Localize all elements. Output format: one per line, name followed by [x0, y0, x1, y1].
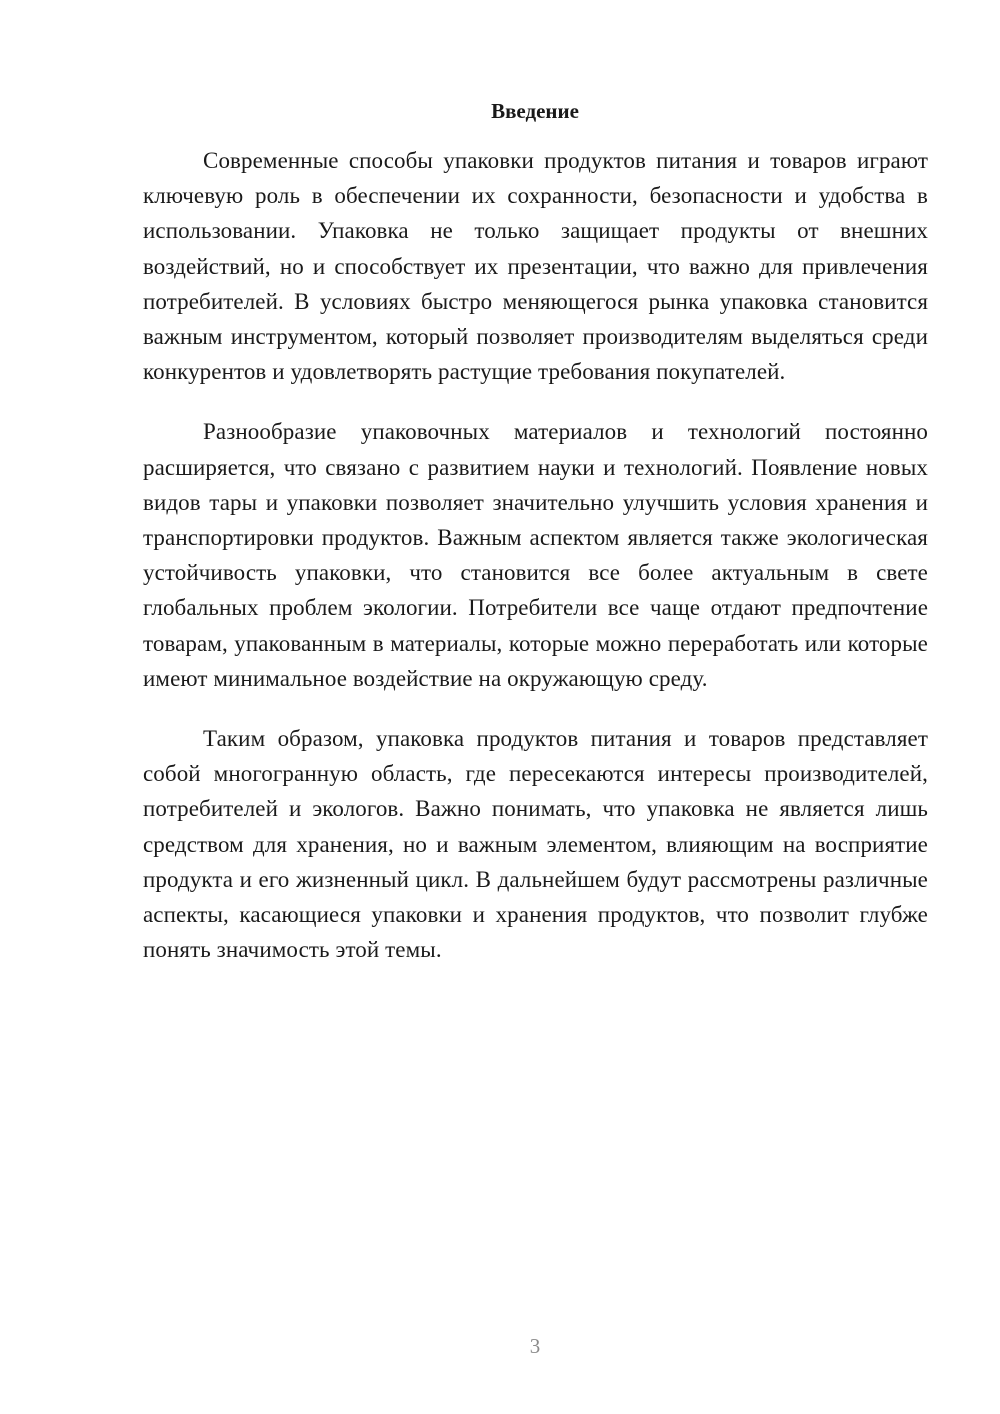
section-heading: Введение: [491, 99, 579, 123]
paragraph-1: Современные способы упаковки продуктов питания и товаров играют ключевую роль в обеспечении их сохранности, безопасности и удобства в использовании. Упаковка не только защищает продукты от внешних воздействий, но и способствует их презентации, что важно для привлечения потребителей. В условиях быстро меняющегося рынка упаковка становится важным инструментом, который позволяет производителям выделяться среди конкурентов и удовлетворять растущие требования покупателей.: [143, 148, 928, 385]
paragraph-3: Таким образом, упаковка продуктов питания и товаров представляет собой многогранную область, где пересекаются интересы производителей, потребителей и экологов. Важно понимать, что упаковка не является лишь средством для хранения, но и важным элементом, влияющим на восприятие продукта и его жизненный цикл. В дальнейшем будут рассмотрены различные аспекты, касающиеся упаковки и хранения продуктов, что позволит глубже понять значимость этой темы.: [143, 726, 928, 963]
body-text: [143, 143, 928, 992]
paragraph-2: Разнообразие упаковочных материалов и технологий постоянно расширяется, что связано с развитием науки и технологий. Появление новых видов тары и упаковки позволяет значительно улучшить условия хранения и транспортировки продуктов. Важным аспектом является также экологическая устойчивость упаковки, что становится все более актуальным в свете глобальных проблем экологии. Потребители все чаще отдают предпочтение товарам, упакованным в материалы, которые можно переработать или которые имеют минимальное воздействие на окружающую среду.: [143, 419, 928, 691]
page-number: 3: [529, 1334, 541, 1358]
